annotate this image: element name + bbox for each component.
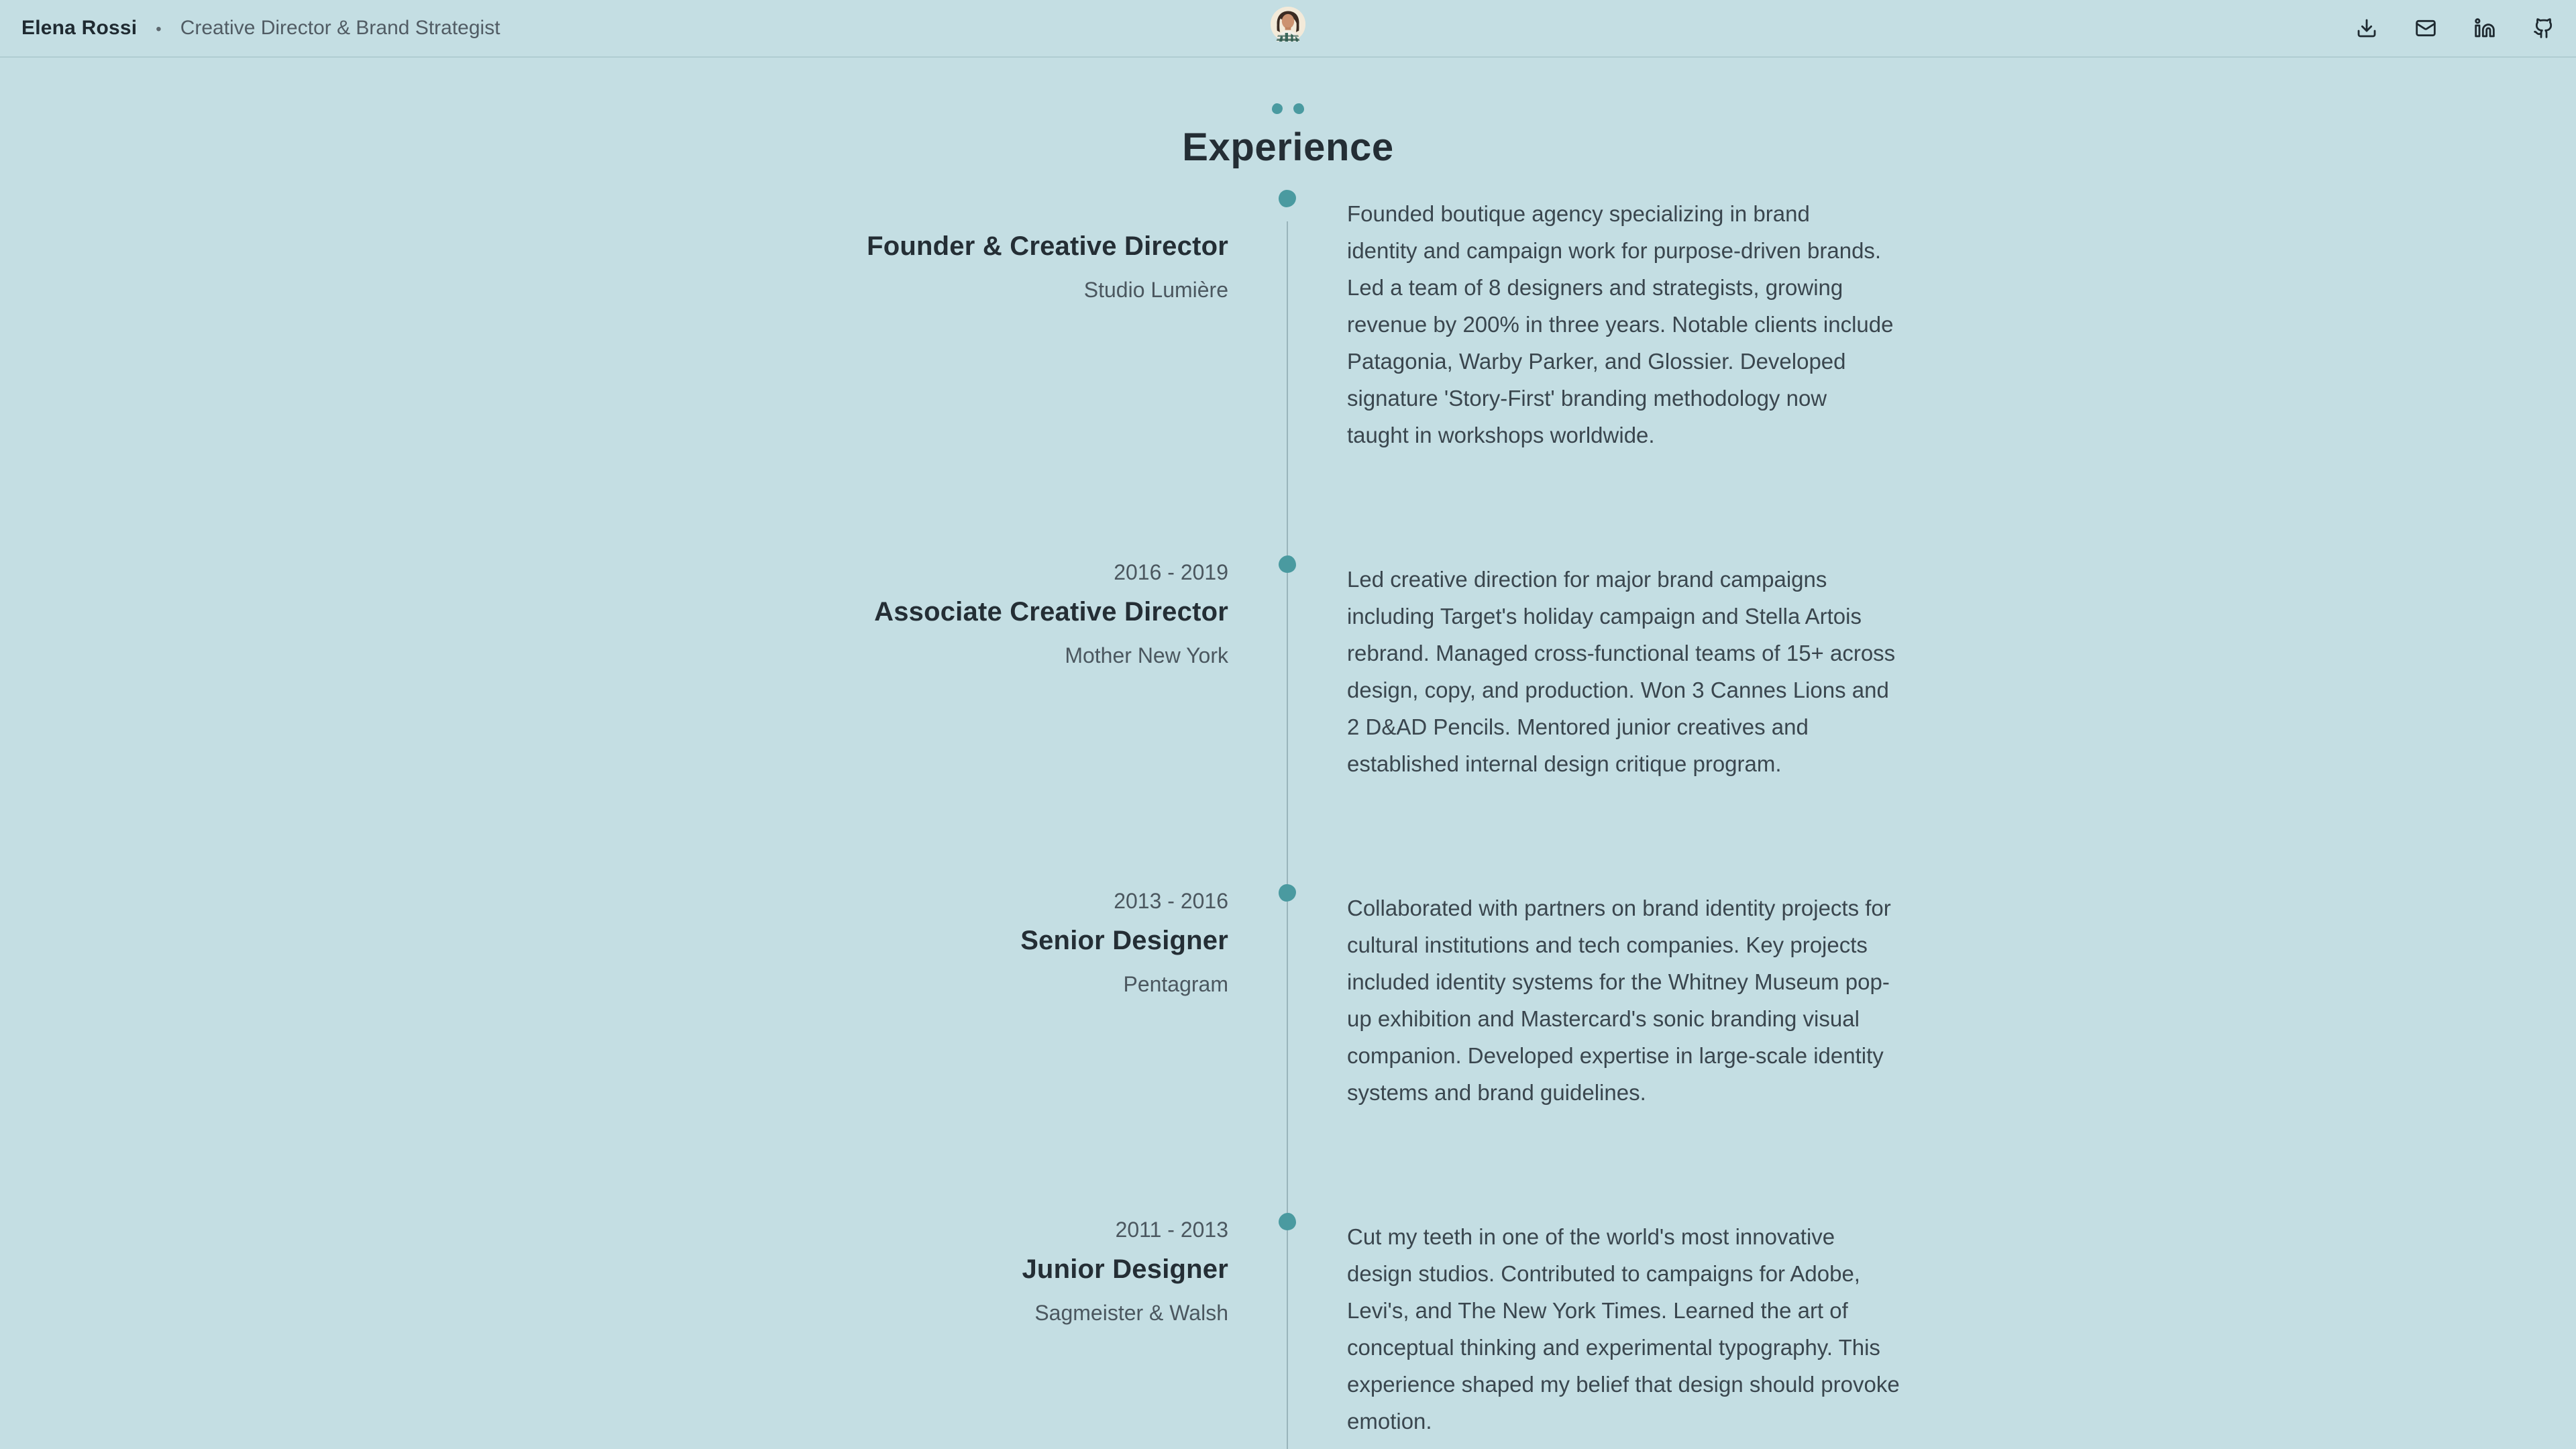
mail-icon[interactable]	[2415, 17, 2436, 39]
entry-role: Associate Creative Director	[874, 597, 1228, 627]
description-line: design studios. Contributed to campaigns for Adobe,	[1347, 1261, 1860, 1286]
description-line: including Target's holiday campaign and Stella Artois	[1347, 604, 1862, 629]
experience-entry	[0, 1216, 2576, 1440]
description-line: conceptual thinking and experimental typography. This	[1347, 1335, 1880, 1360]
entry-company: Mother New York	[1065, 643, 1228, 667]
description-line: established internal design critique program.	[1347, 751, 1782, 776]
entry-date	[0, 193, 1228, 221]
timeline-dot	[1279, 1213, 1296, 1230]
description-line: Collaborated with partners on brand identity projects for	[1347, 896, 1891, 920]
entry-description	[1347, 561, 1937, 782]
experience-entry	[0, 558, 2576, 782]
timeline-dot	[1279, 884, 1296, 902]
entry-meta	[0, 193, 1228, 453]
description-line: 2 D&AD Pencils. Mentored junior creatives and	[1347, 714, 1809, 739]
entry-meta	[0, 887, 1228, 1111]
entry-meta	[0, 1216, 1228, 1440]
description-line: Cut my teeth in one of the world's most innovative	[1347, 1224, 1835, 1249]
description-line: emotion.	[1347, 1409, 1432, 1434]
linkedin-icon[interactable]	[2474, 17, 2496, 39]
experience-entries	[0, 193, 2576, 1440]
person-name: Elena Rossi	[21, 17, 138, 39]
description-line: included identity systems for the Whitney Museum pop-	[1347, 969, 1890, 994]
brand	[21, 17, 500, 40]
timeline-dot	[1279, 190, 1296, 207]
page-dot-2[interactable]	[1293, 103, 1304, 114]
entry-role: Founder & Creative Director	[867, 231, 1228, 261]
entry-date: 2011 - 2013	[1115, 1218, 1228, 1242]
experience-entry	[0, 887, 2576, 1111]
experience-timeline	[0, 201, 2576, 1449]
description-line: Patagonia, Warby Parker, and Glossier. Developed	[1347, 349, 1846, 374]
person-subtitle: Creative Director & Brand Strategist	[180, 17, 500, 39]
description-line: rebrand. Managed cross-functional teams of 15+ across	[1347, 641, 1896, 665]
top-bar	[0, 0, 2576, 58]
avatar-image	[1271, 7, 1305, 42]
description-line: Led creative direction for major brand campaigns	[1347, 567, 1827, 592]
description-line: identity and campaign work for purpose-driven brands.	[1347, 238, 1882, 263]
entry-description	[1347, 890, 1937, 1111]
entry-date: 2016 - 2019	[1114, 560, 1228, 584]
entry-company: Pentagram	[1123, 972, 1228, 996]
page-title: Experience	[1182, 125, 1394, 169]
description-line: systems and brand guidelines.	[1347, 1080, 1646, 1105]
description-line: taught in workshops worldwide.	[1347, 423, 1655, 447]
page-indicator	[1272, 103, 1304, 114]
experience-entry	[0, 193, 2576, 453]
header-actions	[2356, 17, 2555, 39]
entry-description	[1347, 195, 1937, 453]
download-icon[interactable]	[2356, 17, 2377, 39]
entry-date: 2013 - 2016	[1114, 889, 1228, 913]
description-line: companion. Developed expertise in large-scale identity	[1347, 1043, 1884, 1068]
github-icon[interactable]	[2533, 17, 2555, 39]
entry-company: Sagmeister & Walsh	[1034, 1301, 1228, 1325]
description-line: Led a team of 8 designers and strategists, growing	[1347, 275, 1843, 300]
description-line: cultural institutions and tech companies. Key projects	[1347, 932, 1868, 957]
description-line: experience shaped my belief that design should provoke	[1347, 1372, 1900, 1397]
description-line: Levi's, and The New York Times. Learned the art of	[1347, 1298, 1848, 1323]
entry-role: Senior Designer	[1020, 926, 1228, 955]
description-line: signature 'Story-First' branding methodology now	[1347, 386, 1827, 411]
entry-meta	[0, 558, 1228, 782]
description-line: revenue by 200% in three years. Notable clients include	[1347, 312, 1894, 337]
page-dot-1[interactable]	[1272, 103, 1283, 114]
description-line: up exhibition and Mastercard's sonic branding visual	[1347, 1006, 1860, 1031]
timeline-dot	[1279, 555, 1296, 573]
avatar[interactable]	[1271, 7, 1305, 42]
entry-role: Junior Designer	[1022, 1254, 1228, 1284]
separator-dot: •	[156, 20, 162, 38]
entry-description	[1347, 1218, 1937, 1440]
description-line: Founded boutique agency specializing in brand	[1347, 201, 1810, 226]
description-line: design, copy, and production. Won 3 Cannes Lions and	[1347, 678, 1889, 702]
entry-company: Studio Lumière	[1083, 278, 1228, 302]
